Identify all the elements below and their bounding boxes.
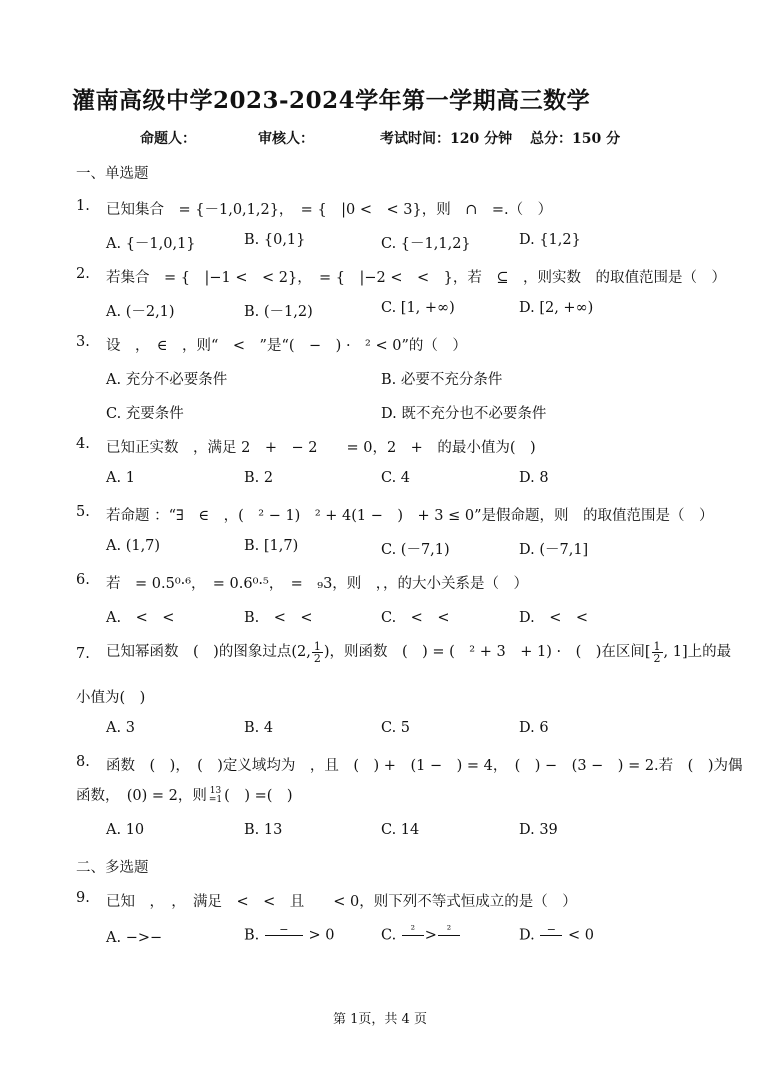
q6-option-a: A. < < — [106, 610, 175, 626]
q6-stem-part1: 若 = 0.5⁰·⁶， = 0.6⁰·⁵， = — [106, 576, 318, 592]
q3-option-a: A. 充分不必要条件 — [106, 372, 228, 388]
q6-stem — [106, 572, 528, 593]
exam-time: 考试时间：120 分钟 — [380, 131, 513, 147]
q5-stem: 若命题 ：“∃ ∈ ，( ² − 1) ² + 4(1 − ) + 3 ≤ 0”是假命题，则 的取值范围是（ ） — [106, 508, 714, 524]
q1-option-b: B. {0,1} — [244, 232, 306, 248]
q8-option-c: C. 14 — [381, 822, 420, 838]
q9-d-fraction: − — [540, 924, 562, 947]
q5-option-a: A. (1,7) — [106, 538, 161, 554]
page-footer: 第 1页，共 4 页 — [333, 1012, 427, 1027]
q2-number: 2. — [76, 266, 90, 282]
q8-stem: 函数 ( )， ( )定义域均为 ，且 ( ) + (1 − ) = 4， ( ) − (3 − ) = 2.若 ( )为偶 — [106, 758, 743, 774]
q4-number: 4. — [76, 436, 90, 452]
q2-option-c: C. [1, +∞) — [381, 300, 455, 316]
q4-option-b: B. 2 — [244, 470, 274, 486]
q8-stem-continued — [76, 784, 293, 805]
q9-c-fraction-right: ² — [438, 924, 460, 947]
q5-option-b: B. [1,7) — [244, 538, 299, 554]
q7-fraction-half: $\frac{1}{2}$ — [313, 639, 321, 665]
q6-option-c: C. < < — [381, 610, 450, 626]
reviewer-label: 审核人： — [258, 131, 314, 147]
q3-option-c: C. 充要条件 — [106, 406, 184, 422]
q6-number: 6. — [76, 572, 90, 588]
q1-option-c: C. {－1,1,2} — [381, 236, 471, 252]
q8-option-b: B. 13 — [244, 822, 283, 838]
q3-stem: 设 ， ∈ ，则“ < ”是“( − ) · ² < 0”的（ ） — [106, 338, 467, 354]
q5-option-d: D. (－7,1] — [519, 542, 589, 558]
q7-number: 7. — [76, 646, 90, 662]
q4-stem: 已知正实数 ，满足 2 + − 2 = 0，2 + 的最小值为( ) — [106, 440, 536, 456]
q7-option-b: B. 4 — [244, 720, 274, 736]
sum-sigma-icon: 13 =1 — [208, 785, 223, 805]
q2-option-a: A. (－2,1) — [106, 304, 175, 320]
q3-option-d: D. 既不充分也不必要条件 — [381, 406, 547, 422]
page-title: 灌南高级中学2023-2024学年第一学期高三数学 — [72, 87, 591, 114]
q8-stem-cont2: ( ) =( ) — [224, 788, 293, 804]
author-label: 命题人： — [140, 131, 196, 147]
q4-option-d: D. 8 — [519, 470, 549, 486]
q6-option-d: D. < < — [519, 610, 589, 626]
q6-option-b: B. < < — [244, 610, 313, 626]
q9-number: 9. — [76, 890, 90, 906]
q1-stem: 已知集合 = {－1,0,1,2}， = { |0 < < 3}，则 ∩ =.（ ） — [106, 202, 553, 218]
q7-stem-part2: )，则函数 ( ) = ( ² + 3 + 1) · ( )在区间[ — [323, 644, 651, 660]
q9-b-fraction: − — [265, 924, 303, 947]
q9-option-d: D. − < 0 — [519, 924, 594, 947]
q2-option-b: B. (－1,2) — [244, 304, 313, 320]
q1-option-d: D. {1,2} — [519, 232, 581, 248]
q2-stem: 若集合 = { |−1 < < 2}， = { |−2 < < }，若 ⊆ ，则实数 的取值范围是（ ） — [106, 270, 726, 286]
q9-c-fraction-left: ² — [402, 924, 424, 947]
q9-option-a: A. −>− — [106, 930, 163, 946]
q6-stem-part2: ₉3，则 ，，的大小关系是（ ） — [317, 576, 529, 592]
q8-number: 8. — [76, 754, 90, 770]
q7-stem — [106, 640, 731, 664]
section-multiple-choice: 二、多选题 — [76, 860, 149, 876]
q3-option-b: B. 必要不充分条件 — [381, 372, 503, 388]
q7-option-a: A. 3 — [106, 720, 135, 736]
q1-option-a: A. {－1,0,1} — [106, 236, 196, 252]
q7-option-c: C. 5 — [381, 720, 411, 736]
q9-stem: 已知 ， ， 满足 < < 且 < 0，则下列不等式恒成立的是（ ） — [106, 894, 577, 910]
q2-option-d: D. [2, +∞) — [519, 300, 594, 316]
q7-fraction-half-2: $\frac{1}{2}$ — [653, 639, 661, 665]
q8-option-a: A. 10 — [106, 822, 145, 838]
q8-option-d: D. 39 — [519, 822, 558, 838]
q7-stem-continued: 小值为( ) — [76, 690, 146, 706]
section-single-choice: 一、单选题 — [76, 166, 149, 182]
q7-option-d: D. 6 — [519, 720, 549, 736]
q4-option-c: C. 4 — [381, 470, 411, 486]
q1-number: 1. — [76, 198, 90, 214]
q7-stem-part1: 已知幂函数 ( )的图象过点(2, — [106, 644, 311, 660]
q9-option-b: B. − > 0 — [244, 924, 334, 947]
q4-option-a: A. 1 — [106, 470, 135, 486]
q8-stem-cont1: 函数， (0) = 2，则 — [76, 788, 207, 804]
q3-number: 3. — [76, 334, 90, 350]
q5-option-c: C. (－7,1) — [381, 542, 450, 558]
q9-option-c: C. ² > ² — [381, 924, 461, 947]
q5-number: 5. — [76, 504, 90, 520]
total-score: 总分：150 分 — [530, 131, 621, 147]
q7-stem-part3: , 1]上的最 — [663, 644, 732, 660]
